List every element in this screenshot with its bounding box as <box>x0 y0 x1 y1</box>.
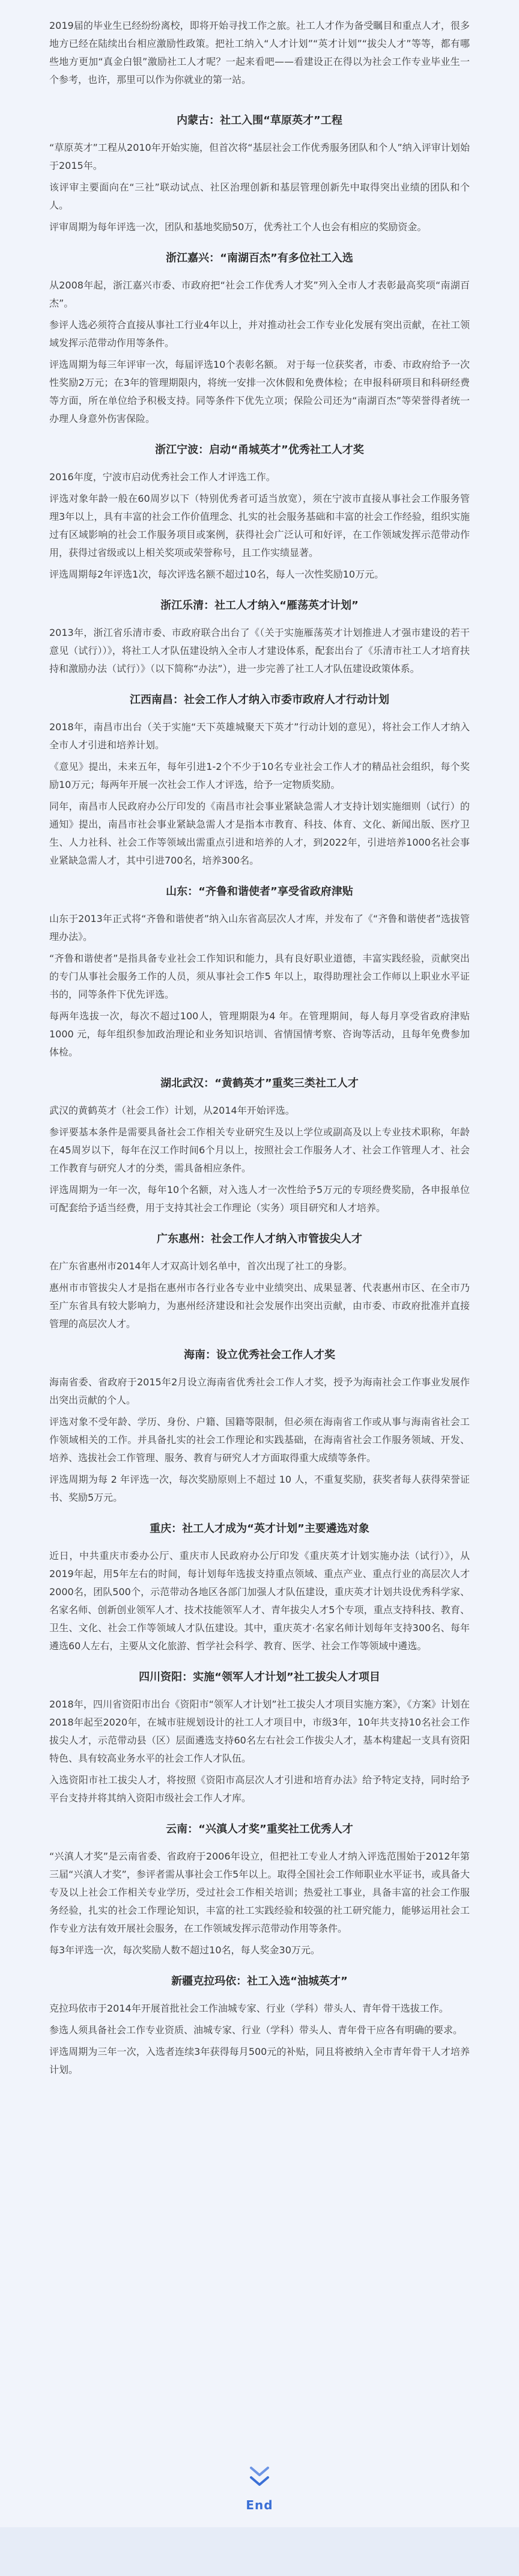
section-paragraph: 同年，南昌市人民政府办公厅印发的《南昌市社会事业紧缺急需人才支持计划实施细则（试行）的通知》提出，南昌市社会事业紧缺急需人才是指本市教育、科技、体育、文化、新闻出版、医疗卫生、人力社科、社会工作等领域出需重点引进和培养的人才，到2022年，引进培养1000名社会事业紧缺急需人才，其中引进700名，培养300名。 <box>49 801 470 866</box>
section-paragraph: 评选周期为每三年评审一次，每届评选10个表彰名额。 对于每一位获奖者，市委、市政府给予一次性奖励2万元；在3年的管理期限内，将统一安排一次休假和免费体检；在申报科研项目和科研经费等方面，所在单位给予积极支持。同等条件下优先立项；保险公司还为“南湖百杰”等荣誉得者统一办理人身意外伤害保险。 <box>49 359 470 424</box>
section-paragraph: 山东于2013年正式将“齐鲁和谐使者”纳入山东省高层次人才库，并发布了《“齐鲁和谐使者”选拔管理办法》。 <box>49 913 470 942</box>
section-title: 江西南昌：社会工作人才纳入市委市政府人才行动计划 <box>130 694 389 706</box>
intro <box>0 0 519 99</box>
article-section <box>49 249 470 428</box>
section-paragraph: 从2008年起，浙江嘉兴市委、市政府把“社会工作优秀人才奖”列入全市人才表彰最高奖项“南湖百杰”。 <box>49 279 470 309</box>
section-title: 山东：“齐鲁和谐使者”享受省政府津贴 <box>166 885 353 898</box>
section-paragraph: 入选资阳市社工拔尖人才，将按照《资阳市高层次人才引进和培育办法》给予特定支持，同时给予平台支持并将其纳入资阳市级社会工作人才库。 <box>49 1774 470 1804</box>
section-paragraph: 2016年度，宁波市启动优秀社会工作人才评选工作。 <box>49 471 276 483</box>
section-paragraph: 武汉的黄鹤英才（社会工作）计划，从2014年开始评选。 <box>49 1105 295 1116</box>
section-title: 内蒙古：社工入围“草原英才”工程 <box>177 114 342 127</box>
section-title: 新疆克拉玛依：社工入选“油城英才” <box>171 1975 348 1988</box>
section-paragraph: 《意见》提出，未来五年，每年引进1-2个不少于10名专业社会工作人才的精品社会组织，每个奖励10万元；每两年开展一次社会工作人才评选，给予一定物质奖励。 <box>49 761 470 790</box>
article-section <box>49 1668 470 1807</box>
section-paragraph: 参评人选必须符合直接从事社工行业4年以上，并对推动社会工作专业化发展有突出贡献，在社工领域发挥示范带动作用等条件。 <box>49 319 470 349</box>
section-paragraph: 2018年，南昌市出台（关于实施“天下英雄城聚天下英才”行动计划的意见），将社会工作人才纳入全市人才引进和培养计划。 <box>49 721 470 751</box>
article-section <box>49 441 470 584</box>
section-paragraph: 评审周期为每年评选一次，团队和基地奖励50万，优秀社工个人也会有相应的奖励资金。 <box>49 221 427 233</box>
section-paragraph: 每3年评选一次，每次奖励人数不超过10名，每人奖金30万元。 <box>49 1944 320 1956</box>
article-section <box>49 883 470 1061</box>
article-section <box>49 597 470 678</box>
article-section <box>49 1346 470 1507</box>
section-paragraph: 克拉玛依市于2014年开展首批社会工作油城专家、行业（学科）带头人、青年骨干选拔工作。 <box>49 2003 449 2014</box>
end-marker <box>0 2465 519 2512</box>
section-paragraph: 海南省委、省政府于2015年2月设立海南省优秀社会工作人才奖，授予为海南社会工作事业发展作出突出贡献的个人。 <box>49 1376 470 1406</box>
section-title: 浙江乐清：社工人才纳入“雁荡英才计划” <box>160 599 359 612</box>
section-paragraph: 惠州市市管拔尖人才是指在惠州市各行业各专业中业绩突出、成果显著、代表惠州市区、在全市乃至广东省具有较大影响力，为惠州经济建设和社会发展作出突出贡献，由市委、市政府批准并直接管理的高层次人才。 <box>49 1282 470 1329</box>
intro-paragraph: 2019届的毕业生已经纷纷离校，即将开始寻找工作之旅。社工人才作为备受瞩目和重点人才，很多地方已经在陆续出台相应激励性政策。把社工纳入“人才计划”“英才计划”“拔尖人才”等等，都有哪些地方更加“真金白银”激励社工人才呢？一起来看吧——看建设正在得以为社会工作专业毕业生一个参考，也许，那里可以作为你就业的第一站。 <box>49 20 470 85</box>
section-title: 重庆：社工人才成为“英才计划”主要遴选对象 <box>150 1522 369 1535</box>
section-paragraph: 评选周期为每 2 年评选一次，每次奖励原则上不超过 10 人，不重复奖励，获奖者每人获得荣誉证书、奖励5万元。 <box>49 1474 470 1503</box>
article-section <box>49 1520 470 1655</box>
section-paragraph: 在广东省惠州市2014年人才双高计划名单中，首次出现了社工的身影。 <box>49 1260 353 1272</box>
article-section <box>49 1821 470 1959</box>
section-paragraph: “草原英才”工程从2010年开始实施，但首次将“基层社会工作优秀服务团队和个人”纳入评审计划始于2015年。 <box>49 142 470 171</box>
article-section <box>49 1230 470 1333</box>
section-paragraph: 评选对象年龄一般在60周岁以下（特别优秀者可适当放宽），须在宁波市直接从事社会工作服务管理3年以上，具有丰富的社会工作价值理念、扎实的社会服务基础和丰富的社会工作经验，组织实施过有区域影响的社会工作服务项目或案例，获得社会广泛认可和好评，在工作领域发挥示范带动作用，获得过省级或以上相关奖项或荣誉称号，且工作实绩显著。 <box>49 493 470 558</box>
article-section <box>49 691 470 870</box>
section-title: 四川资阳：实施“领军人才计划”社工拔尖人才项目 <box>139 1671 380 1683</box>
sections-container <box>0 112 519 2079</box>
section-paragraph: 评选周期为一年一次，每年10个名额，对入选人才一次性给予5万元的专项经费奖励，各申报单位可配套给予适当经费，用于支持其社会工作理论（实务）项目研究和人才培养。 <box>49 1184 470 1213</box>
section-title: 浙江嘉兴：“南湖百杰”有多位社工入选 <box>166 252 353 264</box>
section-title: 湖北武汉：“黄鹤英才”重奖三类社工人才 <box>160 1077 359 1090</box>
section-title: 云南：“兴滇人才奖”重奖社工优秀人才 <box>166 1823 353 1836</box>
section-paragraph: 评选对象不受年龄、学历、身份、户籍、国籍等限制，但必须在海南省工作或从事与海南省社会工作领域相关的工作。并具备扎实的社会工作理论和实践基础，在海南省社会工作服务领域、开发、培养、选拔社会工作管理、服务、教育与研究人才方面取得重大成绩等条件。 <box>49 1416 470 1463</box>
article-section <box>49 1075 470 1217</box>
article-section <box>49 1973 470 2079</box>
section-paragraph: “齐鲁和谐使者”是指具备专业社会工作知识和能力，具有良好职业道德，丰富实践经验，贡献突出的专门从事社会服务工作的人员，须从事社会工作5 年以上，取得助理社会工作师以上职业水平证书的，同等条件下优先评选。 <box>49 953 470 1000</box>
section-paragraph: 2018年，四川省资阳市出台《资阳市“领军人才计划”社工拔尖人才项目实施方案》，《方案》计划在2018年起至2020年，在城市驻规划设计的社工人才项目中，市级3年，10年共支持10名社会工作拔尖人才，示范带动县（区）层面遴选支持60名左右社会工作拔尖人才，基本构建起一支具有资阳特色、具有较高业务水平的社会工作人才队伍。 <box>49 1699 470 1764</box>
section-paragraph: 2013年，浙江省乐清市委、市政府联合出台了《（关于实施雁荡英才计划推进人才强市建设的若干意见（试行））》，将社工人才队伍建设纳入全市人才建设体系，配套出台了《乐清市社工人才培育扶持和激励办法（试行）》（以下简称“办法”），进一步完善了社工人才队伍建设政策体系。 <box>49 627 470 674</box>
section-paragraph: 每两年选拔一次，每次不超过100人，管理期限为4 年。在管理期间，每人每月享受省政府津贴1000 元，每年组织参加政治理论和业务知识培训、省情国情考察、咨询等活动，且每年免费参加体检。 <box>49 1010 470 1058</box>
section-title: 海南：设立优秀社会工作人才奖 <box>184 1349 335 1361</box>
section-paragraph: 近日，中共重庆市委办公厅、重庆市人民政府办公厅印发《重庆英才计划实施办法（试行）》，从2019年起，用5年左右的时间，每计划每年选拔支持重点领域、重点产业、重点行业的高层次人才2000名，团队500个，示范带动各地区各部门加强人才队伍建设，重庆英才计划共设优秀科学家、名家名师、创新创业领军人才、技术技能领军人才、青年拔尖人才5个专项，重点支持科技、教育、卫生、文化、社会工作等领域人才队伍建设。其中，重庆英才·名家名师计划每年支持300名、每年遴选60人左右，主要从文化旅游、哲学社会科学、教育、医学、社会工作等领域中遴选。 <box>49 1550 470 1652</box>
footer-band <box>0 2527 519 2576</box>
section-paragraph: “兴滇人才奖”是云南省委、省政府于2006年设立，但把社工专业人才纳入评选范围始于2012年第三届“兴滇人才奖”，参评者需从事社会工作5年以上。取得全国社会工作师职业水平证书，或具备大专及以上社会工作相关专业学历，受过社会工作相关培训；热爱社工事业，具备丰富的社会工作服务经验，扎实的社会工作理论知识，丰富的社工实践经验和较强的社工研究能力，能够运用社会工作专业方法有效开展社会服务，在工作领域发挥示范带动作用等条件。 <box>49 1851 470 1934</box>
chevron-down-icon <box>247 2465 272 2492</box>
section-paragraph: 参评要基本条件是需要具备社会工作相关专业研究生及以上学位或副高及以上专业技术职称，年龄在45周岁以下，每年在汉工作时间6个月以上，按照社会工作服务人才、社会工作管理人才、社会工作教育与研究人才的分类，需具备相应条件。 <box>49 1126 470 1174</box>
section-paragraph: 评选周期为三年一次，入选者连续3年获得每月500元的补贴，同且将被纳入全市青年骨干人才培养计划。 <box>49 2046 470 2075</box>
article-section <box>49 112 470 236</box>
section-paragraph: 参选人须具备社会工作专业资质、油城专家、行业（学科）带头人、青年骨干应各有明确的要求。 <box>49 2024 463 2036</box>
section-title: 广东惠州：社会工作人才纳入市管拔尖人才 <box>157 1233 362 1245</box>
section-title: 浙江宁波：启动“甬城英才”优秀社工人才奖 <box>155 444 364 456</box>
section-paragraph: 评选周期每2年评选1次，每次评选名额不超过10名，每人一次性奖励10万元。 <box>49 569 384 580</box>
section-paragraph: 该评审主要面向在“三社”联动试点、社区治理创新和基层管理创新先中取得突出业绩的团队和个人。 <box>49 182 470 211</box>
end-label: End <box>246 2498 273 2512</box>
